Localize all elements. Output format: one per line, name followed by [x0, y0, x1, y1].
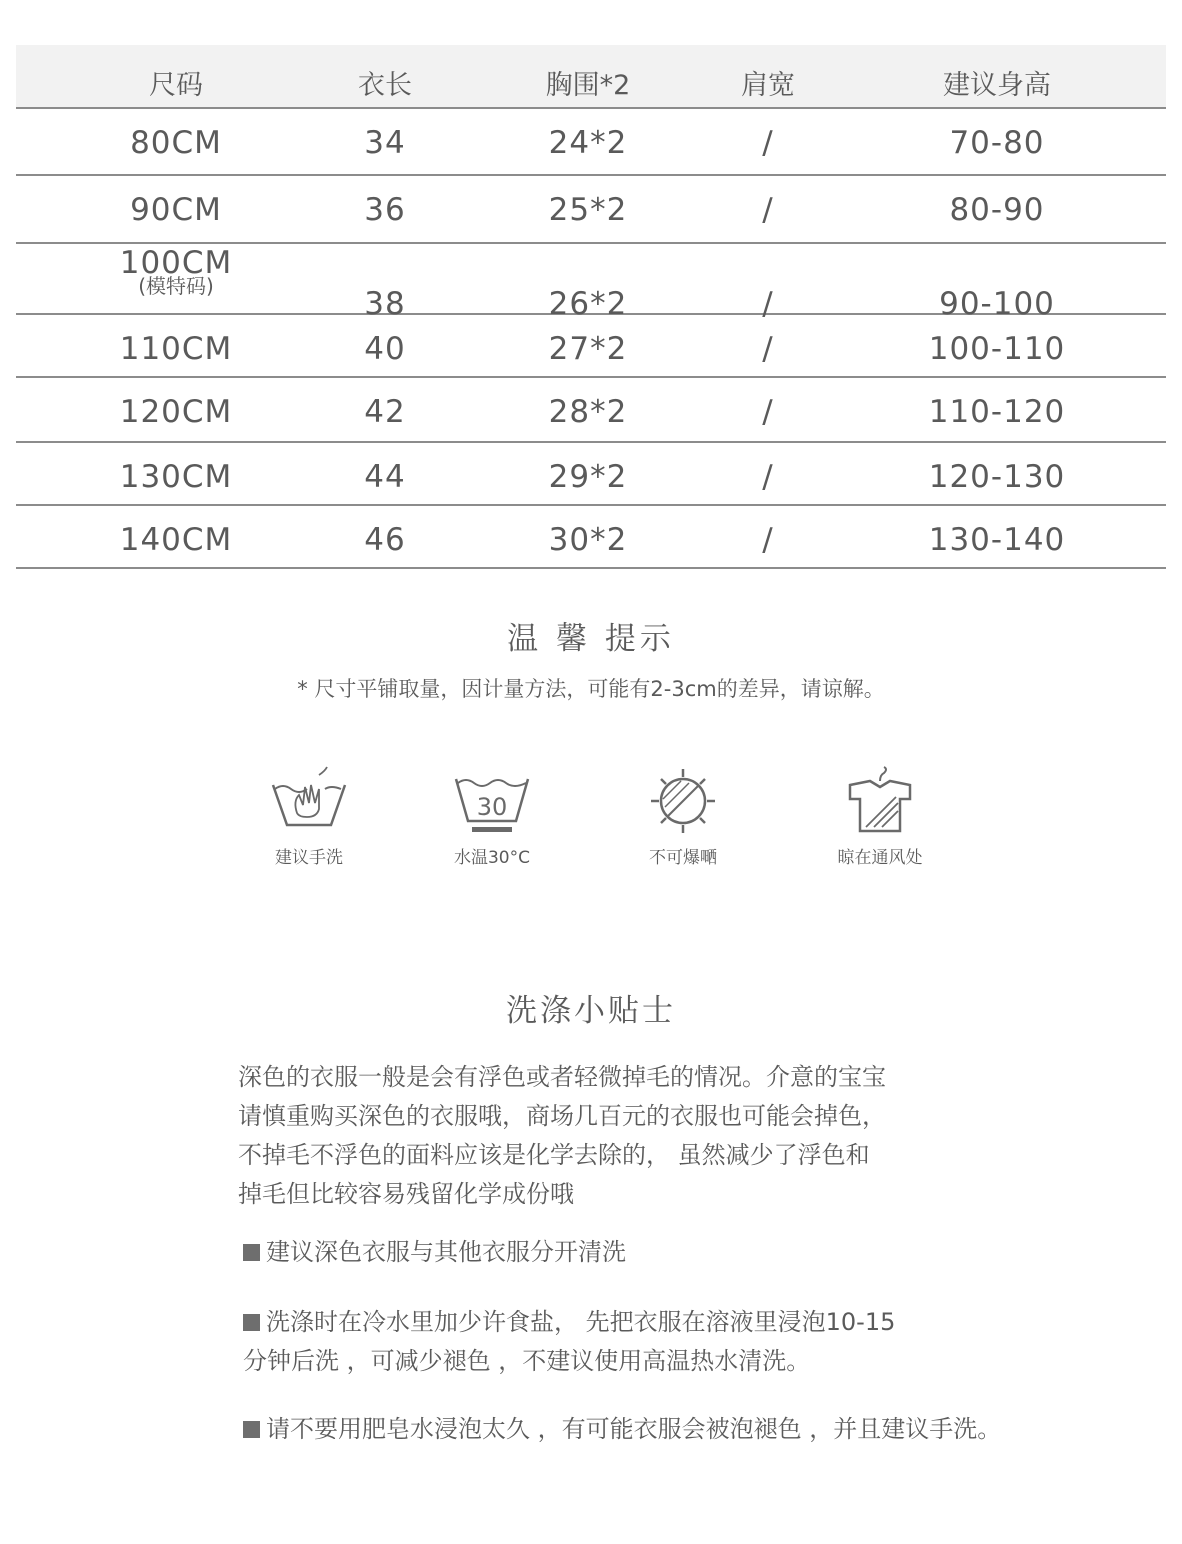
height-cell: 90-100	[939, 286, 1055, 322]
bullet-square-icon	[243, 1421, 260, 1438]
chest-cell: 25*2	[548, 192, 628, 228]
dry-in-shade-icon	[840, 765, 920, 835]
bullet-text: 洗涤时在冷水里加少许食盐， 先把衣服在溶液里浸泡10-15	[266, 1308, 896, 1336]
measurement-note: * 尺寸平铺取量，因计量方法，可能有2-3cm的差异，请谅解。	[297, 677, 885, 701]
bullet-text: 分钟后洗 ，可减少褪色 ，不建议使用高温热水清洗。	[243, 1347, 811, 1375]
height-cell: 80-90	[949, 192, 1045, 228]
bullet-square-icon	[243, 1314, 260, 1331]
size-cell: 140CM	[119, 522, 233, 558]
care-item-no-sun	[613, 765, 753, 868]
bullet-square-icon	[243, 1244, 260, 1261]
chest-cell: 27*2	[548, 331, 628, 367]
height-cell: 130-140	[928, 522, 1066, 558]
care-label: 晾在通风处	[837, 848, 923, 868]
no-sun-icon	[643, 765, 723, 835]
height-cell: 70-80	[949, 125, 1045, 161]
care-label: 水温30°C	[453, 848, 530, 868]
length-cell: 46	[364, 522, 406, 558]
washing-bullet	[243, 1303, 895, 1381]
table-row	[16, 244, 1166, 322]
wash-temperature-number: 30	[476, 793, 508, 821]
care-item-hand-wash	[239, 765, 379, 868]
table-header	[16, 45, 1166, 109]
header-size: 尺码	[149, 70, 203, 101]
header-length: 衣长	[358, 70, 412, 101]
length-cell: 38	[364, 286, 406, 322]
table-row	[16, 443, 1166, 506]
chest-cell: 26*2	[548, 286, 628, 322]
wash-30-icon	[452, 765, 532, 835]
table-row	[16, 506, 1166, 569]
care-label: 不可爆嗮	[649, 848, 717, 868]
height-cell: 100-110	[928, 331, 1066, 367]
size-cell: 90CM	[130, 192, 222, 228]
care-label: 建议手洗	[275, 848, 343, 868]
header-height: 建议身高	[943, 70, 1051, 101]
size-cell: 110CM	[119, 331, 233, 367]
shoulder-cell: /	[762, 331, 774, 367]
washing-bullet	[243, 1410, 1001, 1449]
paragraph-line: 请慎重购买深色的衣服哦，商场几百元的衣服也可能会掉色，	[238, 1102, 886, 1130]
size-table	[16, 45, 1166, 569]
table-row	[16, 378, 1166, 443]
chest-cell: 30*2	[548, 522, 628, 558]
chest-cell: 24*2	[548, 125, 628, 161]
washing-paragraph	[238, 1058, 998, 1214]
bullet-text: 请不要用肥皂水浸泡太久 ，有可能衣服会被泡褪色 ，并且建议手洗。	[266, 1415, 1002, 1443]
size-value: 100CM	[119, 245, 233, 281]
shoulder-cell: /	[762, 459, 774, 495]
length-cell: 34	[364, 125, 406, 161]
chest-cell: 29*2	[548, 459, 628, 495]
table-row	[16, 109, 1166, 176]
header-shoulder: 肩宽	[741, 70, 795, 101]
model-size-note: (模特码)	[138, 274, 214, 298]
washing-bullet	[243, 1233, 626, 1272]
chest-cell: 28*2	[548, 394, 628, 430]
size-cell: 80CM	[130, 125, 222, 161]
length-cell: 42	[364, 394, 406, 430]
washing-tips-title: 洗涤小贴士	[506, 993, 676, 1029]
table-row	[16, 176, 1166, 244]
size-cell	[119, 245, 233, 298]
shoulder-cell: /	[762, 125, 774, 161]
length-cell: 40	[364, 331, 406, 367]
table-row	[16, 315, 1166, 378]
care-item-wash-30	[422, 765, 562, 868]
paragraph-line: 深色的衣服一般是会有浮色或者轻微掉毛的情况。介意的宝宝	[238, 1063, 886, 1091]
tips-title: 温 馨 提示	[507, 621, 675, 657]
care-item-dry-in-shade	[810, 765, 950, 868]
shoulder-cell: /	[762, 286, 774, 322]
height-cell: 120-130	[928, 459, 1066, 495]
shoulder-cell: /	[762, 192, 774, 228]
shoulder-cell: /	[762, 394, 774, 430]
length-cell: 44	[364, 459, 406, 495]
size-cell: 130CM	[119, 459, 233, 495]
length-cell: 36	[364, 192, 406, 228]
bullet-text: 建议深色衣服与其他衣服分开清洗	[266, 1238, 626, 1266]
paragraph-line: 掉毛但比较容易残留化学成份哦	[238, 1180, 574, 1208]
size-cell: 120CM	[119, 394, 233, 430]
shoulder-cell: /	[762, 522, 774, 558]
hand-wash-icon	[269, 765, 349, 835]
height-cell: 110-120	[928, 394, 1066, 430]
header-chest: 胸围*2	[545, 70, 631, 101]
paragraph-line: 不掉毛不浮色的面料应该是化学去除的， 虽然减少了浮色和	[238, 1141, 870, 1169]
